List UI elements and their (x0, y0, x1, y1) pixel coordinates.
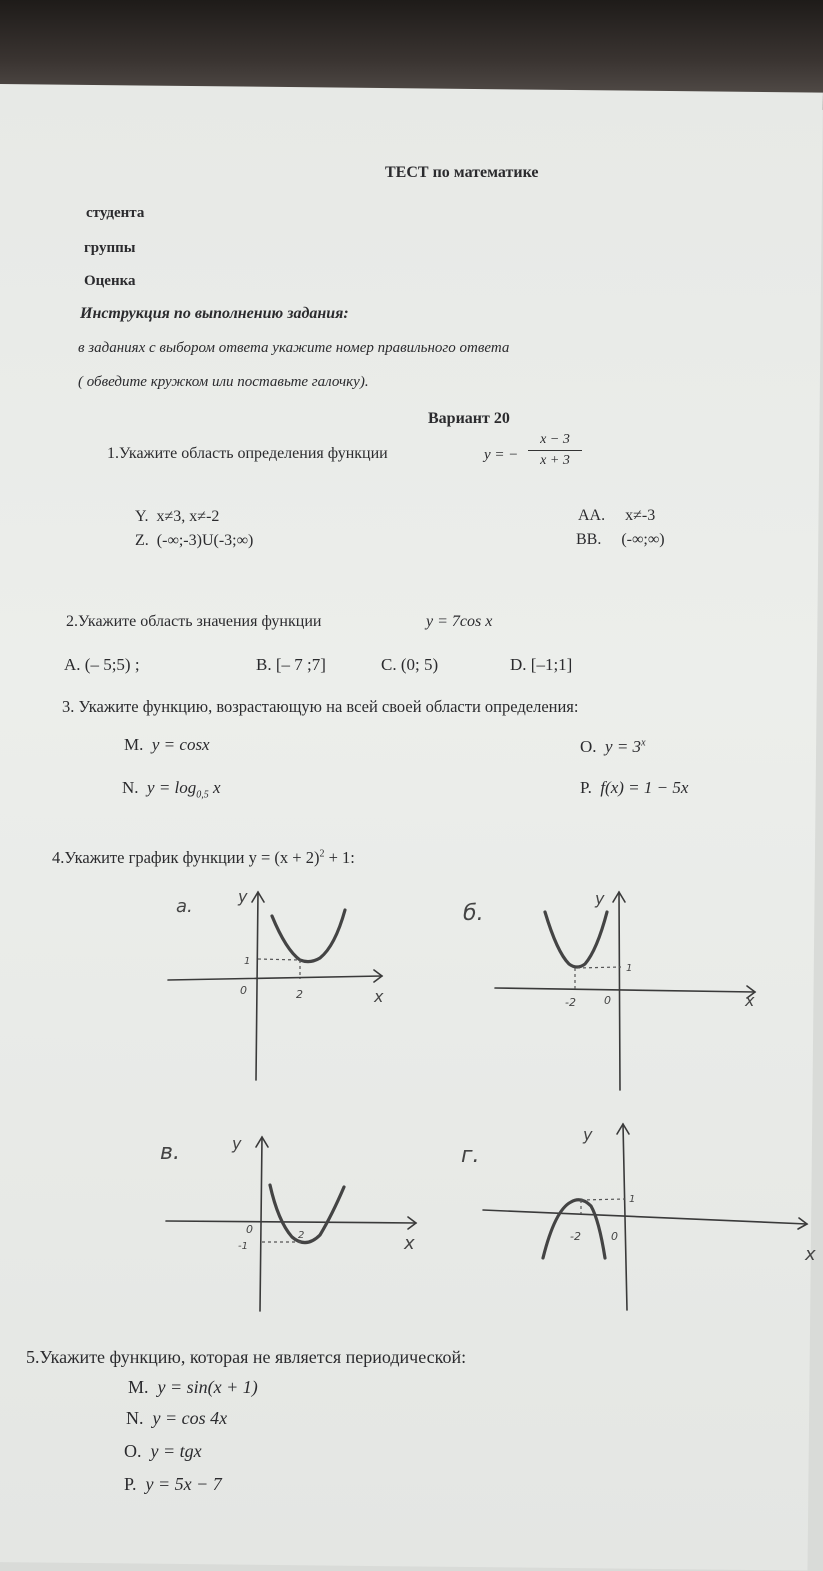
q5-option-o[interactable] (124, 1441, 202, 1462)
option-value: y = tgx (150, 1441, 202, 1461)
option-label: P. (580, 778, 592, 797)
student-label: студента (86, 205, 145, 221)
q2-formula: y = 7cos x (426, 613, 493, 630)
test-title: ТЕСТ по математике (385, 164, 539, 181)
y-axis (623, 1124, 627, 1310)
option-value: x≠3, x≠-2 (156, 508, 220, 525)
option-label: P. (124, 1474, 137, 1494)
option-label: M. (128, 1377, 149, 1397)
x-tick-label: 2 (296, 988, 303, 1001)
option-value: y = 3 (605, 737, 642, 756)
q3-option-p[interactable] (580, 778, 688, 798)
origin-label: 0 (611, 1230, 618, 1243)
option-label: O. (124, 1441, 142, 1461)
option-label: Z. (135, 532, 149, 549)
q2-option-b[interactable] (256, 655, 326, 675)
y-axis-label: y (232, 1134, 242, 1153)
option-value: f(x) = 1 − 5x (600, 778, 689, 797)
option-label: Y. (135, 508, 149, 525)
option-value: (0; 5) (400, 655, 439, 674)
q4-text-tail: + 1: (324, 848, 355, 867)
x-axis-label: x (404, 1233, 415, 1254)
parabola-curve (545, 912, 607, 967)
y-tick-label: 1 (626, 963, 633, 974)
y-axis (619, 892, 620, 1090)
y-axis-label: y (583, 1125, 593, 1144)
option-value: y = cosx (151, 735, 210, 754)
option-label: A. (64, 655, 81, 674)
origin-label: 0 (240, 984, 247, 997)
q2-text: 2.Укажите область значения функции (66, 613, 322, 630)
y-tick-label: 1 (629, 1194, 636, 1205)
q1-formula-lhs: y = − (484, 447, 519, 463)
q1-text: 1.Укажите область определения функции (107, 445, 388, 462)
q5-option-m[interactable] (128, 1377, 258, 1398)
q1-denominator: x + 3 (540, 453, 570, 468)
option-label: N. (126, 1408, 144, 1428)
option-superscript: x (641, 737, 646, 749)
q2-option-a[interactable] (64, 655, 140, 675)
option-value: (– 5;5) ; (84, 655, 140, 674)
grade-label: Оценка (84, 273, 136, 289)
x-axis (483, 1210, 807, 1224)
x-tick-label: -2 (570, 1230, 581, 1243)
q2-option-c[interactable] (381, 655, 438, 675)
option-value: x≠-3 (625, 507, 656, 524)
option-value: [–1;1] (530, 655, 573, 674)
x-tick-label: -2 (565, 996, 576, 1009)
y-tick-label: -1 (238, 1241, 248, 1252)
x-axis-label: x (374, 987, 384, 1006)
option-value: (-∞;∞) (621, 531, 665, 548)
guide-line (258, 959, 300, 960)
fraction-bar (528, 450, 582, 451)
q1-option-y[interactable] (135, 508, 219, 526)
q3-option-m[interactable] (124, 735, 210, 755)
option-label: N. (122, 778, 139, 797)
option-subscript: 0,5 (196, 789, 209, 801)
option-value: y = sin(x + 1) (157, 1377, 258, 1397)
variant-label: Вариант 20 (428, 410, 510, 427)
graph-letter: б. (463, 901, 484, 926)
q1-option-z[interactable] (135, 532, 253, 550)
parabola-curve (270, 1185, 344, 1243)
q1-option-aa[interactable] (578, 507, 655, 525)
y-axis (256, 892, 258, 1080)
option-label: B. (256, 655, 272, 674)
option-tail: x (208, 778, 221, 797)
y-axis-label: y (238, 887, 248, 906)
graph-a[interactable] (160, 880, 400, 1085)
origin-label: 0 (246, 1223, 253, 1236)
graph-v[interactable] (150, 1125, 430, 1315)
graph-b[interactable] (455, 880, 775, 1095)
instruction-line-2: ( обведите кружком или поставьте галочку). (78, 374, 369, 390)
x-axis (166, 1221, 416, 1223)
q2-option-d[interactable] (510, 655, 572, 675)
y-axis-label: y (595, 889, 605, 908)
option-label: AA. (578, 507, 606, 524)
parabola-curve (272, 910, 345, 962)
option-label: C. (381, 655, 397, 674)
graph-letter: а. (176, 896, 193, 917)
q1-numerator: x − 3 (540, 432, 570, 447)
x-tick-label: 2 (298, 1230, 305, 1241)
q4-exponent: 2 (319, 848, 325, 860)
option-value: [– 7 ;7] (275, 655, 326, 674)
q5-text: 5.Укажите функцию, которая не является периодической: (26, 1347, 467, 1367)
origin-label: 0 (604, 994, 611, 1007)
group-label: группы (84, 240, 136, 256)
option-value: (-∞;-3)U(-3;∞) (156, 532, 254, 549)
x-axis (168, 976, 382, 980)
q3-option-o[interactable] (580, 737, 646, 757)
instruction-title: Инструкция по выполнению задания: (80, 305, 349, 322)
q5-option-p[interactable] (124, 1474, 222, 1495)
x-axis (495, 988, 755, 992)
q1-fraction (528, 432, 582, 469)
option-label: M. (124, 735, 144, 754)
option-value: y = cos 4x (152, 1408, 228, 1428)
option-label: O. (580, 737, 597, 756)
option-label: D. (510, 655, 527, 674)
y-tick-label: 1 (244, 956, 251, 967)
guide-line (581, 1199, 625, 1200)
q1-option-bb[interactable] (576, 531, 665, 549)
q4-text (52, 848, 355, 868)
q5-option-n[interactable] (126, 1408, 227, 1429)
parabola-curve (543, 1200, 605, 1258)
x-axis-label: x (745, 991, 755, 1010)
graph-letter: в. (160, 1140, 180, 1165)
option-value: y = log (147, 778, 197, 797)
q4-text-main: 4.Укажите график функции y = (x + 2) (52, 848, 320, 867)
instruction-line-1: в заданиях с выбором ответа укажите номер правильного ответа (78, 340, 510, 356)
y-axis (260, 1137, 262, 1311)
option-label: BB. (576, 531, 602, 548)
q3-text: 3. Укажите функцию, возрастающую на всей своей области определения: (62, 697, 579, 716)
x-axis-label: x (805, 1244, 816, 1265)
option-value: y = 5x − 7 (145, 1474, 222, 1494)
graph-g[interactable] (455, 1110, 823, 1315)
graph-letter: г. (461, 1143, 480, 1168)
guide-line (577, 967, 621, 968)
q3-option-n[interactable] (122, 778, 221, 800)
